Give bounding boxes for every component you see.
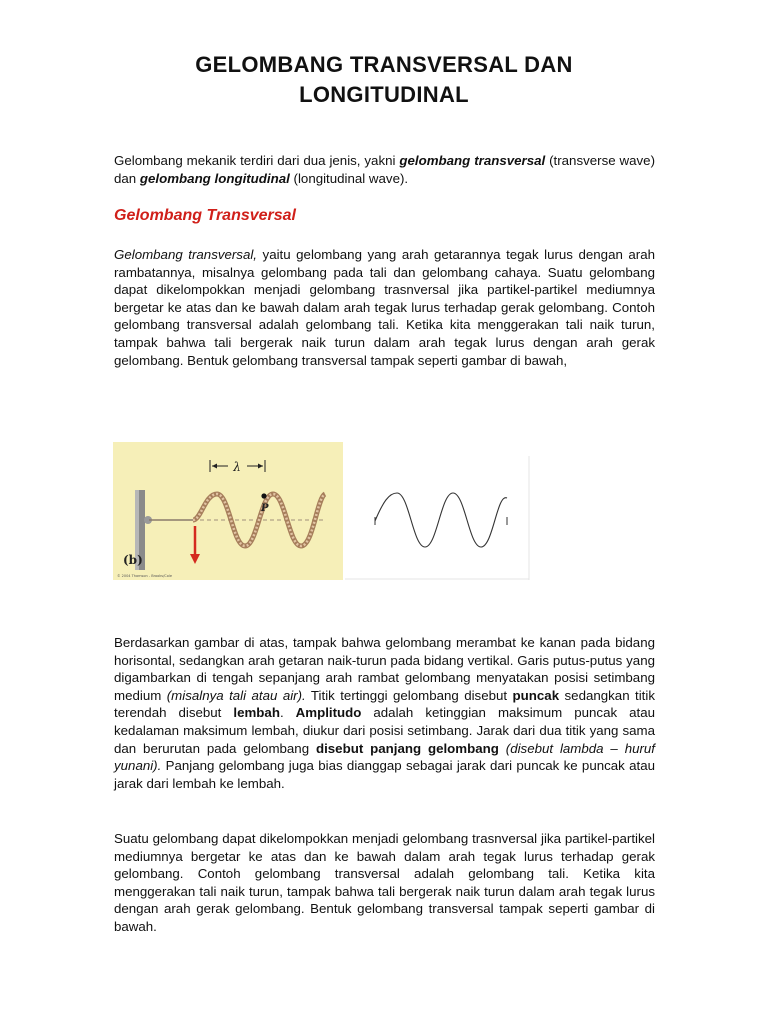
title-line-1: GELOMBANG TRANSVERSAL DAN [195, 52, 573, 77]
term-puncak: puncak [512, 687, 560, 703]
intro-text-3: (longitudinal wave). [289, 170, 409, 186]
intro-paragraph [114, 152, 655, 187]
paragraph-3 [114, 830, 655, 936]
p2-italic-2: (disebut lambda – huruf yunani). [114, 740, 655, 774]
p2-text-4: . [279, 705, 296, 721]
section-heading: Gelombang Transversal [114, 207, 296, 224]
page-title [0, 50, 768, 110]
p2-text-5: adalah ketinggian maksimum puncak atau kedalaman maksimum lembah, diukur dari posisi setimbang. Jarak dari dua titik yang sama dan berurutan pada gelombang [114, 705, 655, 756]
intro-term-transversal: gelombang transversal [399, 153, 546, 168]
lambda-label: λ [233, 460, 241, 474]
term-panjang-gelombang: disebut panjang gelombang [315, 740, 499, 756]
term-amplitudo: Amplitudo [295, 705, 362, 721]
intro-text-2: (transverse wave) dan [114, 153, 655, 186]
figure-credit: © 2004 Thomson - Brooks/Cole [117, 574, 172, 578]
p2-text-3: sedangkan titik terendah disebut [114, 687, 655, 721]
intro-text-1: Gelombang mekanik terdiri dari dua jenis, yakni [114, 153, 400, 168]
figure-wave-on-string [113, 442, 343, 580]
intro-term-longitudinal: gelombang longitudinal [139, 170, 290, 186]
figure-sine-wave [345, 456, 531, 580]
point-p-dot [261, 493, 266, 498]
p2-text-1: Berdasarkan gambar di atas, tampak bahwa gelombang merambat ke kanan pada bidang horisontal, sedangkan arah getaran naik-turun pada bidang vertikal. Garis putus-putus yang digambarkan di tengah sepanjang arah rambat gelombang menyatakan posisi setimbang medium [114, 635, 655, 703]
title-line-2: LONGITUDINAL [299, 82, 469, 107]
p1-term: Gelombang transversal, [114, 247, 258, 262]
sine-wave-image [345, 456, 531, 580]
p2-italic-1: (misalnya tali atau air). [166, 687, 306, 703]
p1-text: yaitu gelombang yang arah getarannya tegak lurus dengan arah rambatannya, misalnya gelombang pada tali dan gelombang cahaya. Suatu gelombang dapat dikelompokkan menjadi gelombang trasnversal jika partikel-partikel mediumnya bergetar ke atas dan ke bawah dalam arah tegak lurus terhadap gerak gelombang. Contoh gelombang transversal adalah gelombang tali. Ketika kita menggerakan tali naik turun, tampak bahwa tali bergerak naik turun dalam arah tegak lurus dengan arah gerak gelombang. Bentuk gelombang transversal tampak seperti gambar di bawah, [114, 247, 656, 368]
paragraph-2 [114, 634, 655, 792]
p2-text-2: Titik tertinggi gelombang disebut [305, 687, 513, 703]
paragraph-1 [114, 246, 655, 369]
wave-on-string-image [113, 442, 343, 580]
term-lembah: lembah [233, 705, 280, 721]
sine-background [345, 456, 531, 580]
point-p-label: P [261, 503, 269, 514]
p2-text-6 [499, 741, 506, 756]
p2-text-7: Panjang gelombang juga bias dianggap sebagai jarak dari puncak ke puncak atau jarak dari lembah ke lembah. [114, 758, 655, 791]
p3-text: Suatu gelombang dapat dikelompokkan menjadi gelombang trasnversal jika partikel-partikel mediumnya bergetar ke atas dan ke bawah dalam arah tegak lurus terhadap gerak gelombang. Contoh gelombang transversal adalah gelombang tali. Ketika kita menggerakan tali naik turun, tampak bahwa tali bergerak naik turun dalam arah tegak lurus dengan arah gerak gelombang. Bentuk gelombang transversal tampak seperti gambar di bawah. [114, 831, 655, 934]
panel-label: (b) [123, 553, 143, 567]
